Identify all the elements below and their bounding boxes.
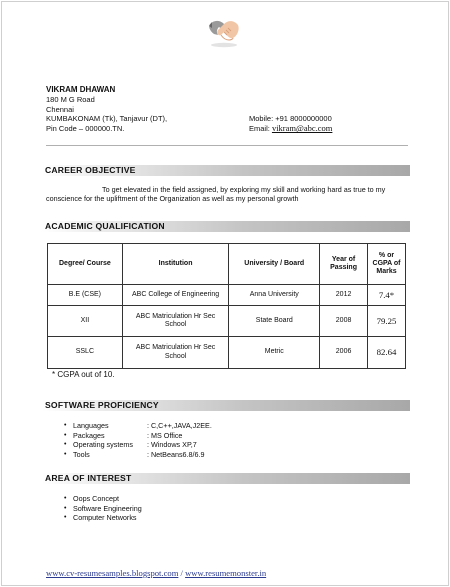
candidate-name: VIKRAM DHAWAN (46, 85, 116, 94)
objective-line: To get elevated in the field assigned, by exploring my skill and working hard as true to my (102, 185, 386, 194)
column-header: % or CGPA of Marks (368, 244, 406, 285)
resume-page (1, 1, 449, 586)
list-item (64, 450, 212, 460)
footer-links (46, 568, 266, 578)
email-label: Email: (249, 124, 270, 134)
address-row (46, 124, 416, 134)
mobile-number: Mobile: +91 8000000000 (249, 114, 332, 124)
skill-value: : MS Office (147, 430, 183, 440)
table-cell: ABC Matriculation Hr Sec School (122, 337, 229, 369)
cgpa-footnote: * CGPA out of 10. (52, 370, 115, 379)
skill-key: Tools (73, 449, 90, 459)
table-cell: 7.4* (368, 285, 406, 306)
skill-key: Operating systems (73, 440, 133, 450)
address-line: KUMBAKONAM (Tk), Tanjavur (DT), (46, 114, 168, 124)
section-title-interest: AREA OF INTEREST (42, 473, 410, 484)
list-item: • Oops Concept (64, 494, 142, 504)
table-cell: ABC College of Engineering (122, 285, 229, 306)
footer-link[interactable]: www.resumemonster.in (185, 568, 267, 578)
email-link[interactable]: vikram@abc.com (271, 123, 333, 134)
career-objective-text (46, 185, 416, 204)
objective-line: conscience for the upliftment of the Organization as well as my personal growth (46, 194, 299, 204)
interest-list (64, 494, 142, 523)
address-row (46, 114, 416, 124)
handshake-icon (206, 14, 242, 48)
section-title-academic: ACADEMIC QUALIFICATION (42, 221, 410, 232)
table-cell: Metric (229, 337, 320, 369)
footer-separator: / (178, 568, 186, 578)
email-row (249, 124, 332, 134)
skill-key: Languages (73, 421, 109, 430)
footer-link[interactable]: www.cv-resumesamples.blogspot.com (46, 568, 179, 578)
software-list (64, 421, 212, 459)
table-cell: 2012 (320, 285, 368, 306)
address-line: Pin Code – 000000.TN. (46, 124, 125, 134)
table-cell: Anna University (229, 285, 320, 306)
list-item: • Software Engineering (64, 504, 142, 514)
section-title-software: SOFTWARE PROFICIENCY (42, 400, 410, 411)
list-item (64, 440, 212, 450)
table-cell: 79.25 (368, 306, 406, 337)
address-line: 180 M G Road (46, 94, 95, 104)
table-row (48, 285, 406, 306)
skill-value: : NetBeans6.8/6.9 (147, 449, 205, 459)
table-cell: SSLC (48, 337, 123, 369)
table-cell: State Board (229, 306, 320, 337)
column-header: University / Board (229, 244, 320, 285)
table-cell: B.E (CSE) (48, 285, 123, 306)
table-cell: XII (48, 306, 123, 337)
table-header-row (48, 244, 406, 285)
table-cell: 2006 (320, 337, 368, 369)
skill-value: : Windows XP,7 (147, 440, 197, 450)
address-line: Chennai (46, 104, 74, 114)
table-cell: 2008 (320, 306, 368, 337)
skill-value: : C,C++,JAVA,J2EE. (147, 421, 212, 430)
list-item: • Computer Networks (64, 513, 142, 523)
column-header: Institution (122, 244, 229, 285)
list-item (64, 421, 212, 431)
skill-key: Packages (73, 430, 105, 440)
column-header: Degree/ Course (48, 244, 123, 285)
table-row (48, 306, 406, 337)
list-item (64, 431, 212, 441)
contact-block (46, 85, 416, 134)
table-cell: ABC Matriculation Hr Sec School (122, 306, 229, 337)
column-header: Year of Passing (320, 244, 368, 285)
divider (46, 145, 408, 146)
table-row (48, 337, 406, 369)
academic-table (47, 243, 406, 369)
section-title-career: CAREER OBJECTIVE (42, 165, 410, 176)
table-cell: 82.64 (368, 337, 406, 369)
